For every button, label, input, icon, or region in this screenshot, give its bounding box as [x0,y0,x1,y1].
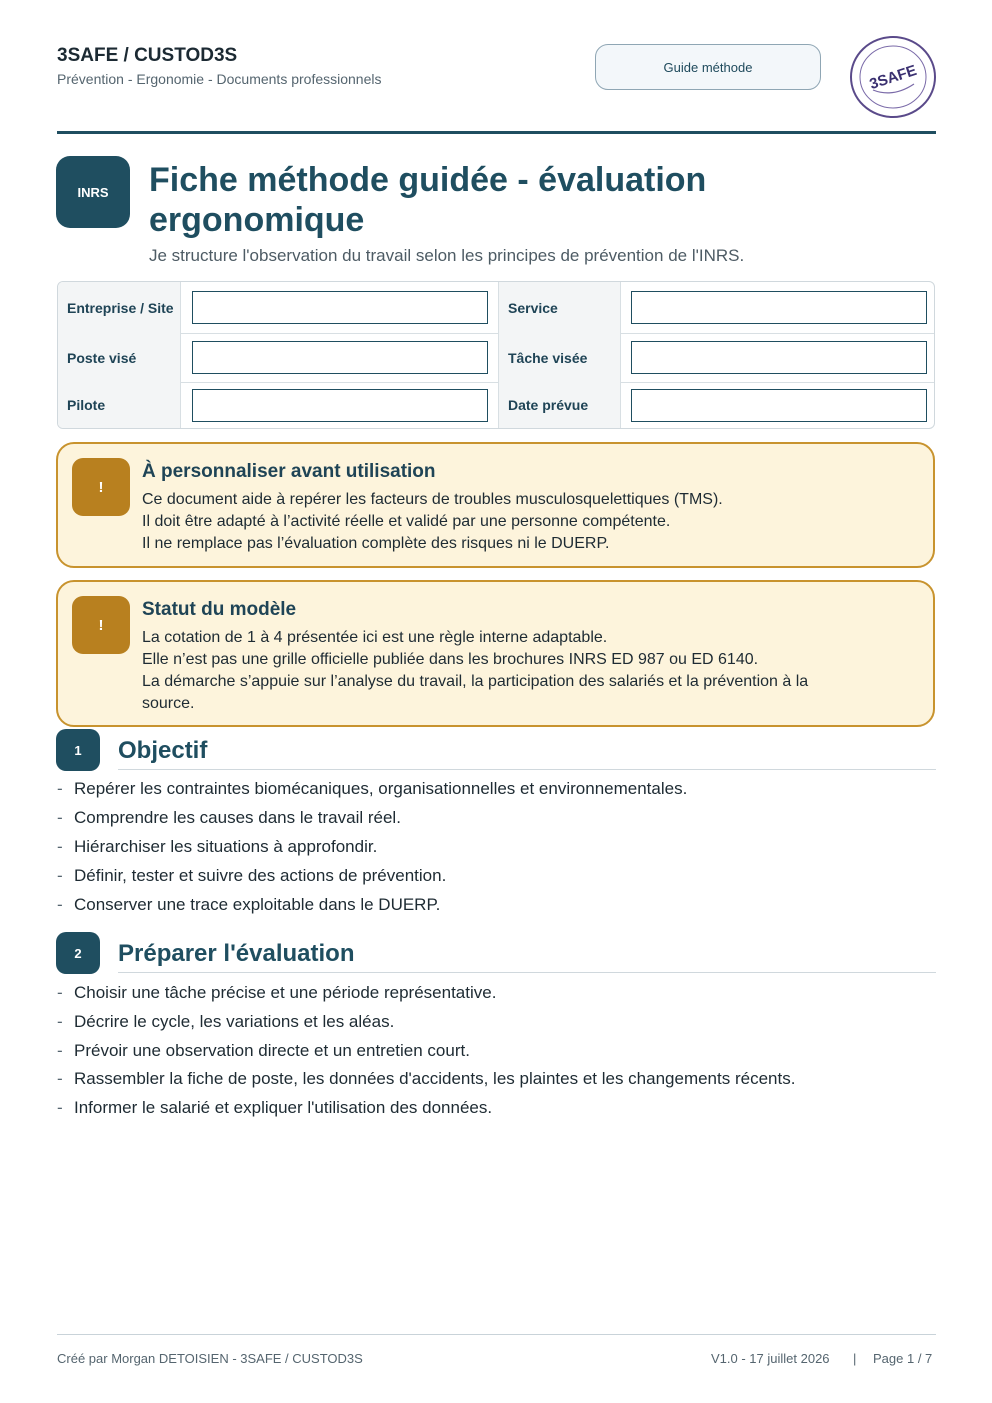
label-date-prevue: Date prévue [498,382,620,428]
label-service: Service [498,282,620,333]
callout-line: La cotation de 1 à 4 présentée ici est une règle interne adaptable. [142,629,608,646]
list-item: - Prévoir une observation directe et un entretien court. [57,1041,470,1060]
brand-name: 3SAFE / CUSTOD3S [57,45,238,66]
label-tache-visee: Tâche visée [498,333,620,382]
poste-vise-field[interactable] [192,341,488,374]
footer-separator: | [853,1351,857,1366]
section-divider [118,972,936,973]
callout-line: La démarche s’appuie sur l’analyse du travail, la participation des salariés et la prévention à la [142,673,809,690]
date-prevue-field[interactable] [631,389,927,422]
list-item: - Repérer les contraintes biomécaniques, organisationnelles et environnementales. [57,779,688,798]
cell-pilote [180,382,498,428]
inrs-badge: INRS [56,156,130,228]
warning-icon: ! [72,458,130,516]
cell-entreprise-site [180,282,498,333]
list-item: - Rassembler la fiche de poste, les données d'accidents, les plaintes et les changements récents. [57,1069,796,1088]
info-row [58,382,934,428]
brand-tagline: Prévention - Ergonomie - Documents professionnels [57,71,382,87]
info-row [58,282,934,334]
footer-page-number: Page 1 / 7 [873,1351,933,1366]
pilote-field[interactable] [192,389,488,422]
model-status-callout [56,580,935,727]
callout-line: Il ne remplace pas l’évaluation complète des risques ni le DUERP. [142,535,610,552]
footer-divider [57,1334,936,1335]
cell-date-prevue [620,382,934,428]
guide-method-button[interactable]: Guide méthode [595,44,821,90]
callout-line: Ce document aide à repérer les facteurs de troubles musculosquelettiques (TMS). [142,491,723,508]
info-row [58,333,934,383]
section-title-preparer: Préparer l'évaluation [118,940,355,967]
label-entreprise-site: Entreprise / Site [58,282,180,333]
cell-poste-vise [180,333,498,382]
label-pilote: Pilote [58,382,180,428]
list-item: - Comprendre les causes dans le travail réel. [57,808,401,827]
section-title-objectif: Objectif [118,737,208,764]
list-item: - Décrire le cycle, les variations et les aléas. [57,1012,395,1031]
tache-visee-field[interactable] [631,341,927,374]
list-item: - Conserver une trace exploitable dans le DUERP. [57,895,441,914]
page-title: Fiche méthode guidée - évaluation ergonomique [149,161,707,239]
list-item: - Définir, tester et suivre des actions de prévention. [57,866,447,885]
customize-warning-callout [56,442,935,568]
list-item: - Informer le salarié et expliquer l'utilisation des données. [57,1098,493,1117]
label-poste-vise: Poste visé [58,333,180,382]
footer-author: Créé par Morgan DETOISIEN - 3SAFE / CUSTOD3S [57,1351,363,1366]
page-subtitle: Je structure l'observation du travail selon les principes de prévention de l'INRS. [149,246,745,265]
callout-line: Elle n’est pas une grille officielle publiée dans les brochures INRS ED 987 ou ED 6140. [142,651,759,668]
service-field[interactable] [631,291,927,324]
callout-line: Il doit être adapté à l’activité réelle et validé par une personne compétente. [142,513,671,530]
3safe-logo-seal [848,34,938,120]
section-number-badge: 2 [56,932,100,974]
info-table [57,281,935,429]
entreprise-site-field[interactable] [192,291,488,324]
cell-service [620,282,934,333]
footer-version: V1.0 - 17 juillet 2026 [711,1351,830,1366]
section-number-badge: 1 [56,729,100,771]
callout-title: À personnaliser avant utilisation [142,461,436,482]
cell-tache-visee [620,333,934,382]
warning-icon: ! [72,596,130,654]
callout-line: source. [142,695,195,712]
logo-text: 3SAFE [867,61,919,94]
header-divider [57,131,936,134]
list-item: - Choisir une tâche précise et une période représentative. [57,983,497,1002]
callout-title: Statut du modèle [142,599,297,620]
list-item: - Hiérarchiser les situations à approfondir. [57,837,378,856]
section-divider [118,769,936,770]
